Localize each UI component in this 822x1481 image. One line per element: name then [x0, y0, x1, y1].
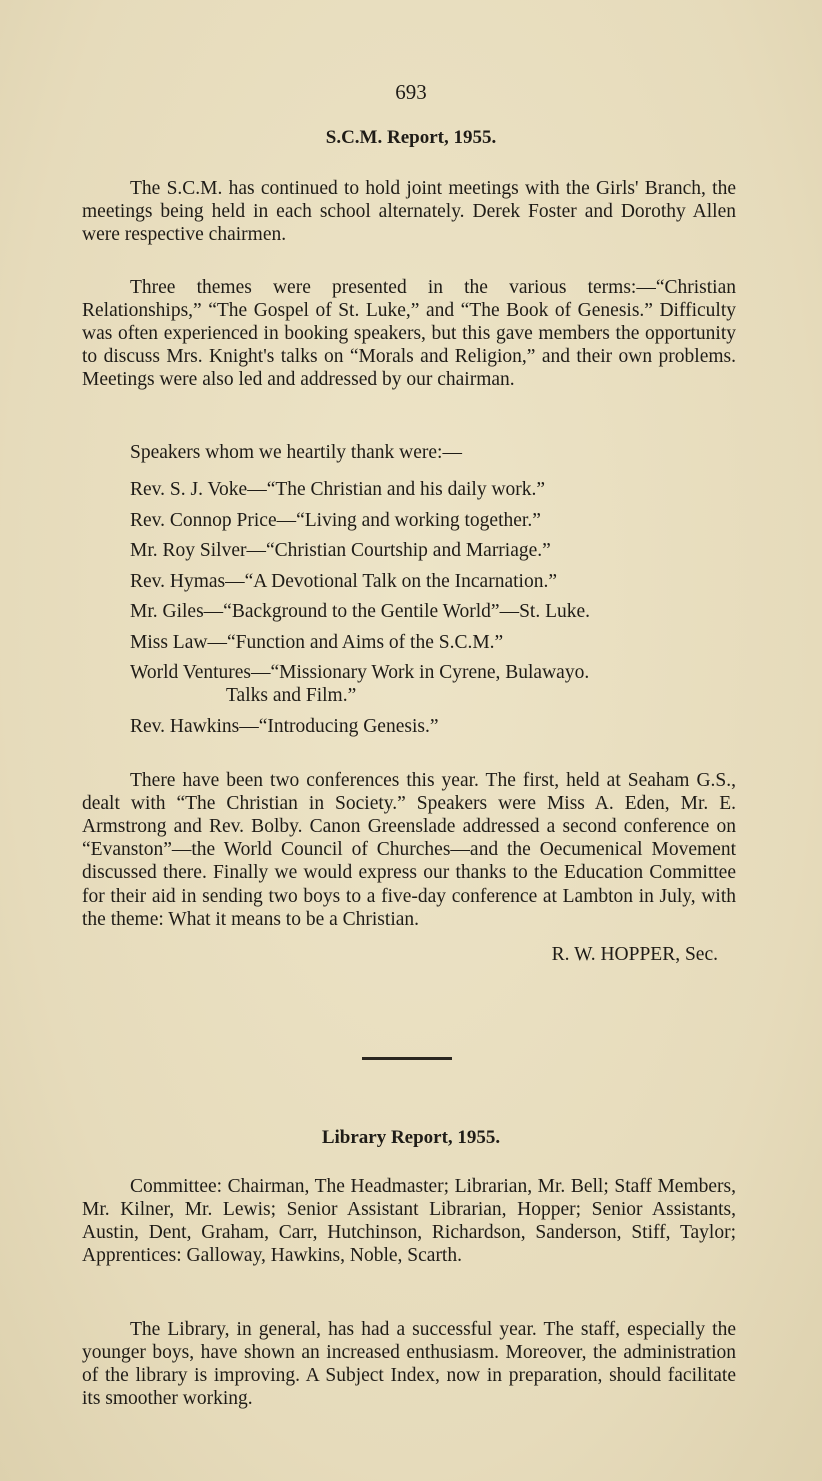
library-paragraph-2: The Library, in general, has had a successful year. The staff, especially the younger boys, have shown an increased enthusiasm. Moreover, the administration of the library is improving. A Subject Index, now in preparation, should facilitate its smoother working.: [82, 1318, 736, 1410]
speaker-item: [130, 600, 730, 623]
speaker-line: Mr. Giles—“Background to the Gentile World”—St. Luke.: [130, 601, 591, 622]
page-number: 693: [395, 80, 427, 104]
speaker-item: [130, 539, 730, 562]
signature: R. W. HOPPER, Sec.: [551, 944, 718, 965]
speakers-list: [130, 478, 730, 745]
library-report-heading: Library Report, 1955.: [321, 1127, 501, 1148]
speaker-line-continuation: Talks and Film.”: [226, 685, 357, 706]
scm-report-heading: S.C.M. Report, 1955.: [325, 127, 497, 148]
speaker-line: World Ventures—“Missionary Work in Cyrene, Bulawayo.: [130, 662, 590, 683]
speaker-line: Mr. Roy Silver—“Christian Courtship and Marriage.”: [130, 540, 551, 561]
scm-paragraph-3: There have been two conferences this year. The first, held at Seaham G.S., dealt with “The Christian in Society.” Speakers were Miss A. Eden, Mr. E. Armstrong and Rev. Bolby. Canon Greenslade addressed a second conference on “Evanston”—the World Council of Churches—and the Oecumenical Movement discussed there. Finally we would express our thanks to the Education Committee for their aid in sending two boys to a five-day conference at Lambton in July, with the theme: What it means to be a Christian.: [82, 769, 736, 930]
library-paragraph-1: Committee: Chairman, The Headmaster; Librarian, Mr. Bell; Staff Members, Mr. Kilner, Mr. Lewis; Senior Assistant Librarian, Hopper; Senior Assistants, Austin, Dent, Graham, Carr, Hutchinson, Richardson, Sanderson, Stiff, Taylor; Apprentices: Galloway, Hawkins, Noble, Scarth.: [82, 1175, 736, 1267]
speaker-line: Rev. Hawkins—“Introducing Genesis.”: [130, 715, 439, 737]
speakers-intro: Speakers whom we heartily thank were:—: [130, 442, 462, 463]
speaker-item: [130, 631, 730, 654]
speaker-line: Rev. S. J. Voke—“The Christian and his daily work.”: [130, 479, 546, 500]
scm-paragraph-2: Three themes were presented in the various terms:—“Christian Relationships,” “The Gospel of St. Luke,” and “The Book of Genesis.” Difficulty was often experienced in booking speakers, but this gave members the opportunity to discuss Mrs. Knight's talks on “Morals and Religion,” and their own problems. Meetings were also led and addressed by our chairman.: [82, 276, 736, 391]
speaker-item: [130, 478, 730, 501]
speaker-line: Miss Law—“Function and Aims of the S.C.M.”: [130, 631, 504, 653]
speaker-item: [130, 509, 730, 532]
speaker-item: [130, 715, 730, 738]
speaker-line: Rev. Hymas—“A Devotional Talk on the Incarnation.”: [130, 570, 557, 592]
speaker-line: Rev. Connop Price—“Living and working together.”: [130, 509, 541, 531]
scm-paragraph-1: The S.C.M. has continued to hold joint meetings with the Girls' Branch, the meetings being held in each school alternately. Derek Foster and Dorothy Allen were respective chairmen.: [82, 177, 736, 245]
speaker-item: [130, 661, 730, 707]
speaker-item: [130, 570, 730, 593]
section-divider: [362, 1057, 452, 1060]
